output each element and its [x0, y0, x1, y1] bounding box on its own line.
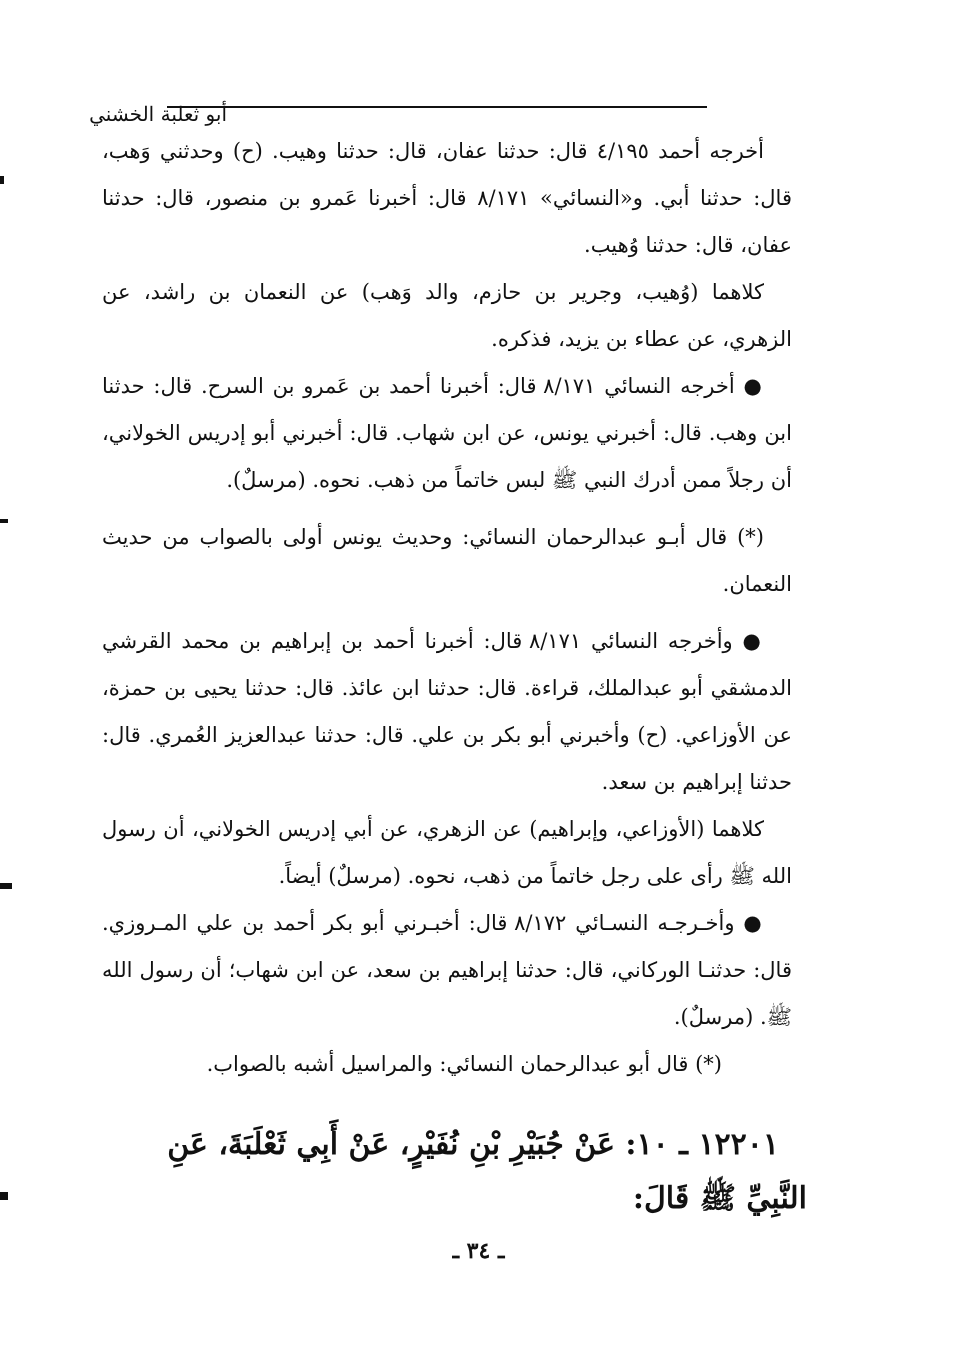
page-number: ـ ٣٤ ـ — [452, 1238, 505, 1264]
paragraph-nasai-comment-1: (*) قال أبـو عبدالرحمان النسائي: وحديث يونس أولى بالصواب من حديث النعمان. — [102, 525, 792, 596]
paragraph-kilahuma-2: كلاهما (الأوزاعي، وإبراهيم) عن الزهري، عن أبي إدريس الخولاني، أن رسول الله ﷺ رأى على رجل خاتماً من ذهب، نحوه. (مرسلٌ) أيضاً. — [102, 817, 792, 888]
margin-mark — [0, 176, 4, 184]
paragraph-kilahuma-1: كلاهما (وُهيب، وجرير بن حازم، والد وَهب) عن النعمان بن راشد، عن الزهري، عن عطاء بن يزيد، فذكره. — [102, 280, 792, 351]
paragraph-nasai-2: ● وأخرجه النسائي ٨/١٧١ قال: أخبرنا أحمد بن إبراهيم بن محمد القرشي الدمشقي أبو عبدالملك، قراءة. قال: حدثنا ابن عائذ. قال: حدثنا يحيى بن حمزة، عن الأوزاعي. (ح) وأخبرني أبو بكر بن علي. قال: حدثنا عبدالعزيز العُمري. قال: حدثنا إبراهيم بن سعد. — [102, 629, 792, 794]
paragraph-nasai-comment-2: (*) قال أبو عبدالرحمان النسائي: والمراسيل أشبه بالصواب. — [206, 1052, 722, 1076]
header-rule — [167, 106, 707, 108]
running-header-title: أبو ثعلبة الخشني — [89, 102, 227, 126]
paragraph-takhrij-ahmad: أخرجه أحمد ٤/١٩٥ قال: حدثنا عفان، قال: حدثنا وهيب. (ح) وحدثني وَهب، قال: حدثنا أبي. و«النسائي» ٨/١٧١ قال: أخبرنا عَمرو بن منصور، قال: حدثنا عفان، قال: حدثنا وُهيب. — [102, 139, 792, 257]
margin-mark — [0, 519, 8, 523]
body-text — [102, 128, 792, 1088]
margin-mark — [0, 883, 12, 889]
hadith-heading: ١٢٢٠١ ـ ١٠: عَنْ جُبَيْرِ بْنِ نُفَيْرٍ، عَنْ أَبِي ثَعْلَبَةَ، عَنِ النَّبِيِّ ﷺ قَالَ: — [167, 1127, 807, 1216]
paragraph-nasai-1: ● أخرجه النسائي ٨/١٧١ قال: أخبرنا أحمد بن عَمرو بن السرح. قال: حدثنا ابن وهب. قال: أخبرني يونس، عن ابن شهاب. قال: أخبرني أبو إدريس الخولاني، أن رجلاً ممن أدرك النبي ﷺ لبس خاتماً من ذهب. نحوه. (مرسلٌ). — [102, 374, 792, 492]
margin-mark — [0, 1192, 8, 1200]
paragraph-nasai-3: ● وأخـرجـه النسـائي ٨/١٧٢ قال: أخبـرني أبو بكر أحمد بن علي المـروزي. قال: حدثنـا الوركاني، قال: حدثنا إبراهيم بن سعد، عن ابن شهاب؛ أن رسول الله ﷺ. (مرسلٌ). — [102, 911, 792, 1029]
